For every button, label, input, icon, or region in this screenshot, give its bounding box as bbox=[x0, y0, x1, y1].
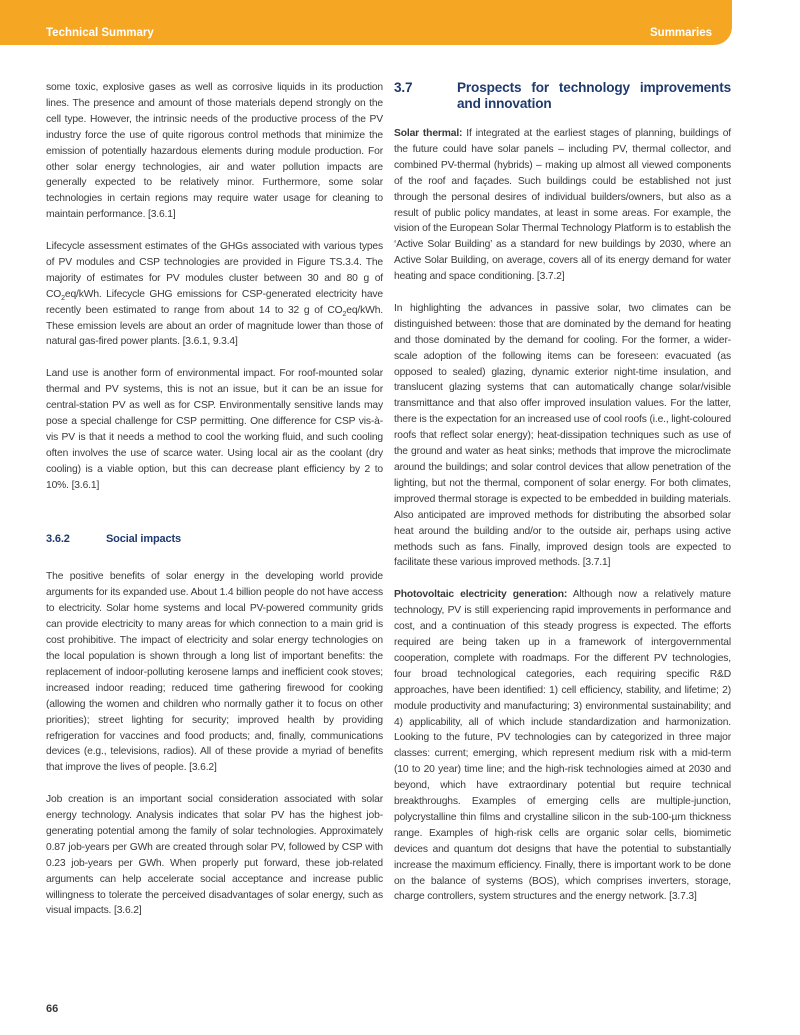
subsection-title: Social impacts bbox=[106, 532, 181, 545]
paragraph: The positive benefits of solar energy in the developing world provide arguments for its expanded use. About 1.4 billion people do not have access to electricity. Solar home systems and local PV-powered community grids can provide electricity to many areas for which connection to a main grid is cost prohibitive. The impact of electricity and solar energy technologies on the local population is shown through a long list of important benefits: the replacement of indoor-polluting kerosene lamps and inefficient cook stoves; increased indoor reading; reduced time gathering firewood for cooking (allowing the women and children who normally gather it to focus on other priorities); street lighting for security; improved health by providing refrigeration for vaccines and food products; and, finally, communications devices (e.g., televisions, radios). All of these provide a myriad of benefits that improve the lives of people. [3.6.2] bbox=[46, 571, 383, 774]
running-header-left: Technical Summary bbox=[46, 27, 154, 39]
section-heading bbox=[394, 80, 731, 112]
subsection-number: 3.6.2 bbox=[46, 532, 70, 545]
subsection-heading bbox=[46, 532, 383, 548]
lead-in: Photovoltaic electricity generation: bbox=[394, 589, 568, 601]
section-title: Prospects for technology improvements and innovation bbox=[457, 80, 731, 111]
subscript: 2 bbox=[342, 310, 347, 318]
text-run: eq/kWh. Lifecycle GHG emissions for CSP-generated electricity have recently been estimated to range from about 14 to 32 g of CO bbox=[46, 288, 383, 316]
page-number: 66 bbox=[46, 1003, 59, 1015]
paragraph-solar-thermal bbox=[394, 126, 731, 285]
paragraph: In highlighting the advances in passive solar, two climates can be distinguished between: those that are dominated by the demand for heating and those dominated by the demand for cooling. For the former, a wider-scale adoption of the following items can be foreseen: evacuated (as opposed to sealed) glazing, dynamic exterior night-time insulation, and translucent glazing systems that can automatically change solar/visible transmittance and that also offer improved insulation values. For the latter, there is the expectation for an increased use of cool roofs (i.e., light-coloured roofs that reflect solar energy); heat-dissipation techniques such as use of the ground and water as heat sinks; methods that improve the microclimate around the buildings; and solar control devices that allow penetration of the lighting, but not the thermal, component of solar energy. For both climates, improved thermal storage is expected to be embedded in building materials. Also anticipated are improved methods for distributing the absorbed solar heat around the building and/or to the outside air, perhaps using active methods such as fans. Finally, improved design tools are expected to facilitate these various improved methods. [3.7.1] bbox=[394, 302, 731, 569]
paragraph-photovoltaic bbox=[394, 587, 731, 905]
text-run: eq/kWh. These emission levels are about an order of magnitude lower than those of natural gas-fired power plants. [3.6.1, 9.3.4] bbox=[46, 304, 383, 348]
left-column bbox=[46, 80, 383, 935]
paragraph: some toxic, explosive gases as well as corrosive liquids in its production lines. The presence and amount of those materials depend strongly on the cell type. However, the intrinsic needs of the productive process of the PV industry force the use of quite rigorous control methods that minimize the emission of potentially hazardous elements during module production. For other solar energy technologies, air and water pollution impacts are generally expected to be relatively minor. Furthermore, some solar technologies in certain regions may require water usage for cleaning to maintain performance. [3.6.1] bbox=[46, 82, 383, 221]
right-column bbox=[394, 80, 731, 921]
subscript: 2 bbox=[61, 294, 65, 302]
paragraph: Land use is another form of environmental impact. For roof-mounted solar thermal and PV systems, this is not an issue, but it can be an issue for central-station PV as well as for CSP. Environmentally sensitive lands may pose a special challenge for CSP permitting. One difference for CSP vis-à-vis PV is that it needs a method to cool the working fluid, and such cooling often involves the use of scarce water. Using local air as the coolant (dry cooling) is a viable option, but this can decrease plant efficiency by 2 to 10%. [3.6.1] bbox=[46, 368, 383, 491]
paragraph-ghg bbox=[46, 239, 383, 350]
running-header-right: Summaries bbox=[650, 27, 713, 39]
text-run: If integrated at the earliest stages of planning, buildings of the future could have solar panels – including PV, thermal collector, and combined PV-thermal (hybrids) – making up almost all viewed components of the roof and façades. Such buildings could be established not just through the personal desires of individual builders/owners, but also as a result of public policy mandates, at least in some areas. For example, the vision of the European Solar Thermal Technology Platform is to establish the ‘Active Solar Building’ as a standard for new buildings by 2030, where an Active Solar Building, on average, covers all of its energy demand for water heating and space conditioning. [3.7.2] bbox=[394, 128, 732, 283]
lead-in: Solar thermal: bbox=[394, 128, 463, 139]
text-run: Lifecycle assessment estimates of the GHGs associated with various types of PV modules and CSP technologies are provided in Figure TS.3.4. The majority of estimates for PV modules cluster between 30 and 80 g of CO bbox=[46, 241, 383, 300]
section-number: 3.7 bbox=[394, 80, 413, 95]
paragraph: Job creation is an important social consideration associated with solar energy technology. Analysis indicates that solar PV has the highest job-generating potential among the family of solar technologies. Approximately 0.87 job-years per GWh are created through solar PV, followed by CSP with 0.23 job-years per GWh. When properly put forward, these job-related arguments can help accelerate social acceptance and increase public willingness to tolerate the perceived disadvantages of solar energy, such as visual impacts. [3.6.2] bbox=[46, 794, 383, 917]
text-run: Although now a relatively mature technology, PV is still experiencing rapid improvements in performance and cost, and a continuation of this steady progress is expected. The efforts required are being taken up in a framework of intergovernmental cooperation, complete with roadmaps. For the different PV technologies, four broad technological categories, each requiring specific R&D approaches, have been identified: 1) cell efficiency, stability, and lifetime; 2) module productivity and manufacturing; 3) environmental sustainability; and 4) applicability, all of which include standardization and harmonization. Looking to the future, PV technologies can by categorized in three major classes: current; emerging, which represent medium risk with a mid-term (10 to 20 year) time line; and the high-risk technologies aimed at 2030 and beyond, which have extraordinary potential but require technical breakthroughs. Examples of emerging cells are multiple-junction, polycrystalline thin films and crystalline silicon in the sub-100-µm thickness range. Examples of high-risk cells are organic solar cells, biomimetic devices and quantum dot designs that have the potential to substantially increase the maximum efficiency. Finally, there is important work to be done on the balance of systems (BOS), which comprises inverters, storage, charge controllers, system structures and the energy network. [3.7.3] bbox=[394, 589, 731, 903]
